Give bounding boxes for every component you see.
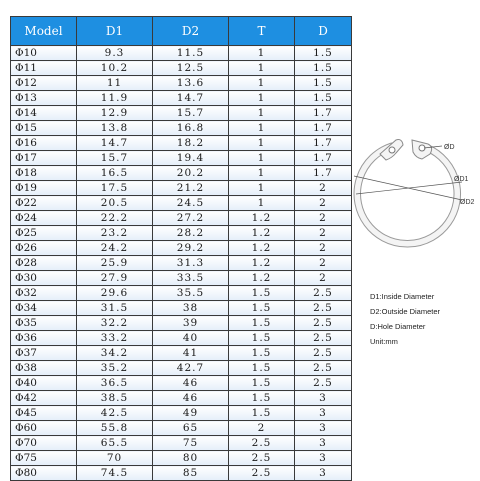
label-inner-diameter: ØD1	[454, 176, 469, 183]
cell-model: Φ40	[11, 376, 77, 391]
cell-t: 2.5	[229, 436, 295, 451]
cell-model: Φ19	[11, 181, 77, 196]
cell-t: 1.5	[229, 286, 295, 301]
table-row	[11, 391, 352, 406]
cell-d: 1.7	[295, 151, 352, 166]
cell-d1: 36.5	[77, 376, 153, 391]
table-row	[11, 316, 352, 331]
cell-d: 1.7	[295, 106, 352, 121]
cell-d2: 18.2	[153, 136, 229, 151]
cell-t: 1	[229, 46, 295, 61]
cell-d: 2.5	[295, 361, 352, 376]
cell-d1: 27.9	[77, 271, 153, 286]
cell-model: Φ11	[11, 61, 77, 76]
cell-t: 2.5	[229, 451, 295, 466]
cell-model: Φ17	[11, 151, 77, 166]
cell-t: 1.5	[229, 316, 295, 331]
table-row	[11, 436, 352, 451]
cell-d: 3	[295, 436, 352, 451]
header-d1: D1	[77, 17, 153, 46]
cell-model: Φ42	[11, 391, 77, 406]
cell-model: Φ13	[11, 91, 77, 106]
cell-d2: 85	[153, 466, 229, 481]
cell-model: Φ22	[11, 196, 77, 211]
cell-d1: 31.5	[77, 301, 153, 316]
cell-d1: 32.2	[77, 316, 153, 331]
left-lug-hole	[389, 147, 395, 153]
cell-t: 1	[229, 136, 295, 151]
cell-d2: 75	[153, 436, 229, 451]
cell-d2: 65	[153, 421, 229, 436]
cell-model: Φ36	[11, 331, 77, 346]
cell-model: Φ10	[11, 46, 77, 61]
table-row	[11, 91, 352, 106]
legend-d1: D1:Inside Diameter	[370, 292, 435, 301]
table-header	[11, 17, 352, 46]
cell-t: 1.2	[229, 211, 295, 226]
table-row	[11, 301, 352, 316]
cell-d2: 15.7	[153, 106, 229, 121]
table-row	[11, 466, 352, 481]
cell-d1: 33.2	[77, 331, 153, 346]
cell-d: 1.5	[295, 91, 352, 106]
table-row	[11, 271, 352, 286]
cell-d2: 20.2	[153, 166, 229, 181]
cell-t: 1.5	[229, 361, 295, 376]
cell-d: 2.5	[295, 301, 352, 316]
cell-t: 1	[229, 76, 295, 91]
table-row	[11, 46, 352, 61]
table-row	[11, 121, 352, 136]
cell-model: Φ37	[11, 346, 77, 361]
cell-d2: 39	[153, 316, 229, 331]
cell-d1: 13.8	[77, 121, 153, 136]
table-row	[11, 361, 352, 376]
cell-d: 1.5	[295, 46, 352, 61]
cell-d2: 31.3	[153, 256, 229, 271]
cell-d1: 23.2	[77, 226, 153, 241]
cell-d: 2.5	[295, 376, 352, 391]
cell-model: Φ12	[11, 76, 77, 91]
cell-t: 1.5	[229, 376, 295, 391]
cell-d1: 12.9	[77, 106, 153, 121]
table-row	[11, 61, 352, 76]
cell-d1: 65.5	[77, 436, 153, 451]
cell-d2: 12.5	[153, 61, 229, 76]
cell-t: 1	[229, 121, 295, 136]
cell-model: Φ26	[11, 241, 77, 256]
cell-d1: 22.2	[77, 211, 153, 226]
cell-model: Φ24	[11, 211, 77, 226]
cell-t: 1	[229, 196, 295, 211]
cell-d: 1.7	[295, 136, 352, 151]
cell-d: 2	[295, 196, 352, 211]
cell-d2: 29.2	[153, 241, 229, 256]
table-row	[11, 76, 352, 91]
cell-d2: 46	[153, 391, 229, 406]
cell-model: Φ14	[11, 106, 77, 121]
ring-inner-edge	[357, 146, 457, 244]
cell-d1: 17.5	[77, 181, 153, 196]
table-body	[11, 46, 352, 481]
cell-model: Φ38	[11, 361, 77, 376]
cell-t: 1	[229, 61, 295, 76]
cell-t: 1.5	[229, 346, 295, 361]
cell-model: Φ45	[11, 406, 77, 421]
table-row	[11, 241, 352, 256]
cell-t: 1.2	[229, 256, 295, 271]
cell-model: Φ70	[11, 436, 77, 451]
table-row	[11, 211, 352, 226]
circlip-diagram	[350, 132, 480, 262]
table-row	[11, 226, 352, 241]
cell-d: 2.5	[295, 331, 352, 346]
cell-model: Φ75	[11, 451, 77, 466]
cell-d1: 35.2	[77, 361, 153, 376]
cell-d2: 33.5	[153, 271, 229, 286]
cell-d: 1.7	[295, 121, 352, 136]
cell-model: Φ32	[11, 286, 77, 301]
cell-t: 1	[229, 166, 295, 181]
table-row	[11, 151, 352, 166]
cell-d: 2.5	[295, 286, 352, 301]
cell-t: 2	[229, 421, 295, 436]
cell-model: Φ25	[11, 226, 77, 241]
cell-d1: 38.5	[77, 391, 153, 406]
cell-d2: 41	[153, 346, 229, 361]
legend-d: D:Hole Diameter	[370, 322, 426, 331]
cell-model: Φ28	[11, 256, 77, 271]
table-row	[11, 256, 352, 271]
cell-d: 2	[295, 241, 352, 256]
cell-d1: 55.8	[77, 421, 153, 436]
table-row	[11, 286, 352, 301]
cell-t: 1	[229, 106, 295, 121]
cell-d2: 16.8	[153, 121, 229, 136]
cell-t: 1.5	[229, 331, 295, 346]
spec-table	[10, 16, 352, 481]
cell-d1: 14.7	[77, 136, 153, 151]
header-d: D	[295, 17, 352, 46]
cell-d: 2	[295, 181, 352, 196]
cell-model: Φ15	[11, 121, 77, 136]
cell-t: 1	[229, 181, 295, 196]
cell-t: 2.5	[229, 466, 295, 481]
table-row	[11, 346, 352, 361]
cell-d1: 70	[77, 451, 153, 466]
table-row	[11, 376, 352, 391]
label-hole-diameter: ØD	[444, 144, 455, 151]
cell-d2: 46	[153, 376, 229, 391]
table-row	[11, 106, 352, 121]
cell-d: 1.5	[295, 76, 352, 91]
cell-d1: 24.2	[77, 241, 153, 256]
cell-d1: 15.7	[77, 151, 153, 166]
cell-d: 3	[295, 391, 352, 406]
cell-t: 1.5	[229, 391, 295, 406]
cell-model: Φ34	[11, 301, 77, 316]
header-t: T	[229, 17, 295, 46]
label-outer-diameter: ØD2	[460, 199, 475, 206]
table-row	[11, 406, 352, 421]
cell-d2: 24.5	[153, 196, 229, 211]
cell-d: 3	[295, 406, 352, 421]
cell-d: 2.5	[295, 316, 352, 331]
cell-d1: 11.9	[77, 91, 153, 106]
cell-d1: 9.3	[77, 46, 153, 61]
header-d2: D2	[153, 17, 229, 46]
cell-t: 1.2	[229, 271, 295, 286]
cell-d2: 42.7	[153, 361, 229, 376]
cell-t: 1.2	[229, 241, 295, 256]
cell-d: 1.7	[295, 166, 352, 181]
cell-d2: 14.7	[153, 91, 229, 106]
cell-t: 1.2	[229, 226, 295, 241]
cell-t: 1.5	[229, 301, 295, 316]
legend-unit: Unit:mm	[370, 337, 398, 346]
header-row	[11, 17, 352, 46]
cell-model: Φ18	[11, 166, 77, 181]
legend	[370, 289, 440, 349]
table-row	[11, 166, 352, 181]
cell-d: 3	[295, 421, 352, 436]
cell-d2: 38	[153, 301, 229, 316]
cell-model: Φ80	[11, 466, 77, 481]
cell-d: 2	[295, 256, 352, 271]
legend-d2: D2:Outside Diameter	[370, 307, 441, 316]
cell-model: Φ30	[11, 271, 77, 286]
cell-d2: 11.5	[153, 46, 229, 61]
table-row	[11, 421, 352, 436]
cell-d1: 10.2	[77, 61, 153, 76]
cell-d: 2.5	[295, 346, 352, 361]
cell-d2: 27.2	[153, 211, 229, 226]
header-model: Model	[11, 17, 77, 46]
table-row	[11, 181, 352, 196]
cell-d2: 19.4	[153, 151, 229, 166]
outer-diameter-line	[354, 176, 462, 200]
cell-d: 2	[295, 211, 352, 226]
table-row	[11, 451, 352, 466]
cell-d2: 80	[153, 451, 229, 466]
cell-d1: 74.5	[77, 466, 153, 481]
cell-d1: 20.5	[77, 196, 153, 211]
cell-d1: 25.9	[77, 256, 153, 271]
cell-d1: 16.5	[77, 166, 153, 181]
cell-d: 2	[295, 271, 352, 286]
cell-model: Φ60	[11, 421, 77, 436]
cell-d: 1.5	[295, 61, 352, 76]
cell-d1: 42.5	[77, 406, 153, 421]
cell-d1: 34.2	[77, 346, 153, 361]
table-row	[11, 136, 352, 151]
cell-d2: 35.5	[153, 286, 229, 301]
cell-d: 3	[295, 466, 352, 481]
cell-d2: 21.2	[153, 181, 229, 196]
cell-d2: 28.2	[153, 226, 229, 241]
cell-d2: 49	[153, 406, 229, 421]
cell-d2: 40	[153, 331, 229, 346]
cell-t: 1	[229, 151, 295, 166]
table-row	[11, 196, 352, 211]
cell-model: Φ35	[11, 316, 77, 331]
cell-d2: 13.6	[153, 76, 229, 91]
cell-t: 1.5	[229, 406, 295, 421]
cell-d1: 11	[77, 76, 153, 91]
cell-t: 1	[229, 91, 295, 106]
cell-d1: 29.6	[77, 286, 153, 301]
cell-d: 3	[295, 451, 352, 466]
cell-model: Φ16	[11, 136, 77, 151]
cell-d: 2	[295, 226, 352, 241]
table-row	[11, 331, 352, 346]
